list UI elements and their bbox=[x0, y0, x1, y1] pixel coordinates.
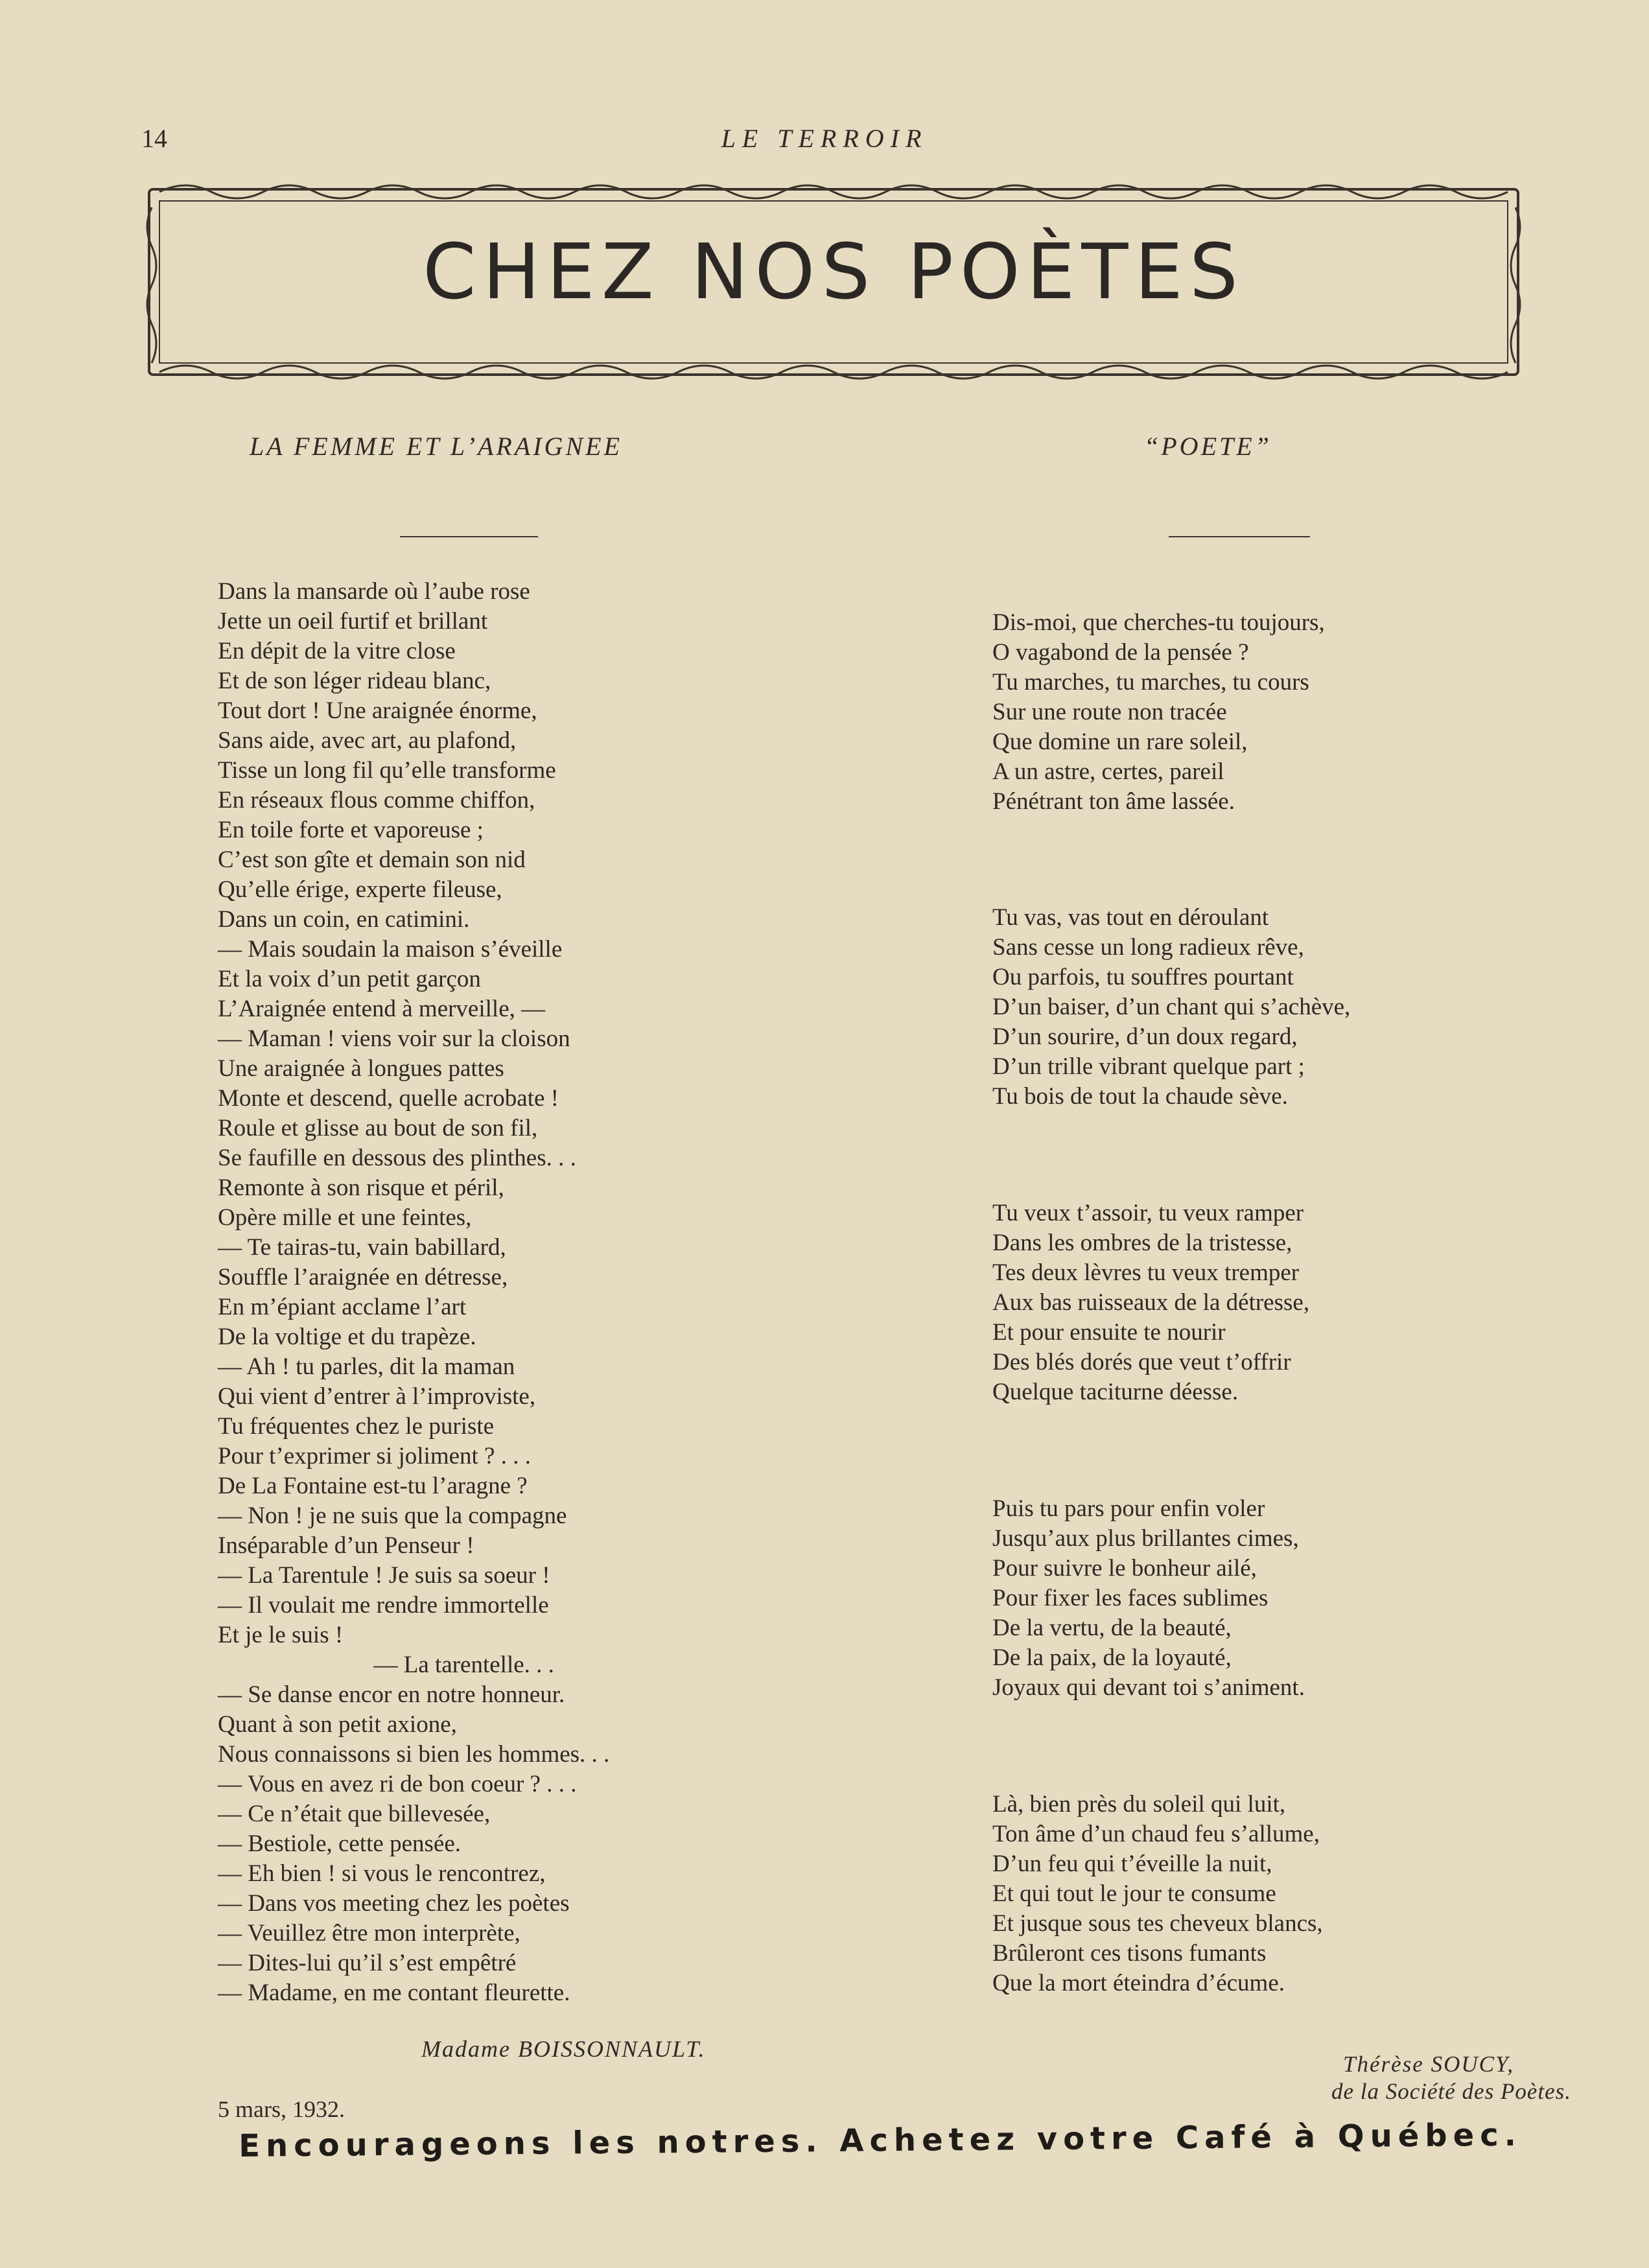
poem-line: Tisse un long fil qu’elle transforme bbox=[218, 757, 556, 784]
poem-line: Nous connaissons si bien les hommes. . . bbox=[218, 1741, 610, 1768]
poem-line: En dépit de la vitre close bbox=[218, 638, 456, 664]
page-number: 14 bbox=[141, 124, 167, 153]
poem-line: Sur une route non tracée bbox=[992, 699, 1227, 725]
poem-line: D’un baiser, d’un chant qui s’achève, bbox=[992, 994, 1351, 1020]
poem-line: — La tarentelle. . . bbox=[218, 1652, 554, 1678]
poem-line: De la paix, de la loyauté, bbox=[992, 1644, 1232, 1671]
poem-line: — Vous en avez ri de bon coeur ? . . . bbox=[218, 1771, 577, 1797]
poem-line: — Eh bien ! si vous le rencontrez, bbox=[218, 1860, 546, 1887]
poem-line: Que domine un rare soleil, bbox=[992, 729, 1248, 755]
right-stanza bbox=[992, 1790, 1323, 1998]
poem-line: Dans les ombres de la tristesse, bbox=[992, 1230, 1292, 1256]
poem-line: L’Araignée entend à merveille, — bbox=[218, 996, 546, 1022]
poem-line: Qui vient d’entrer à l’improviste, bbox=[218, 1383, 536, 1410]
right-author-affiliation: de la Société des Poètes. bbox=[1331, 2079, 1571, 2104]
poem-line: D’un feu qui t’éveille la nuit, bbox=[992, 1851, 1272, 1877]
right-stanza bbox=[992, 1494, 1305, 1703]
poem-line: Sans aide, avec art, au plafond, bbox=[218, 727, 517, 754]
section-title: CHEZ NOS POÈTES bbox=[423, 227, 1245, 316]
poem-line: Inséparable d’un Penseur ! bbox=[218, 1532, 474, 1559]
poem-line: Et de son léger rideau blanc, bbox=[218, 668, 491, 694]
poem-line: Pour suivre le bonheur ailé, bbox=[992, 1555, 1257, 1582]
date: 5 mars, 1932. bbox=[218, 2096, 345, 2122]
right-stanza bbox=[992, 1198, 1309, 1407]
poem-line: De La Fontaine est-tu l’aragne ? bbox=[218, 1473, 528, 1499]
poem-line: — Non ! je ne suis que la compagne bbox=[218, 1502, 567, 1529]
poem-line: Là, bien près du soleil qui luit, bbox=[992, 1791, 1286, 1818]
poem-line: Roule et glisse au bout de son fil, bbox=[218, 1115, 538, 1141]
poem-line: Dis-moi, que cherches-tu toujours, bbox=[992, 609, 1325, 636]
poem-line: Ou parfois, tu souffres pourtant bbox=[992, 964, 1294, 990]
running-head bbox=[0, 123, 1649, 162]
poem-line: — Dans vos meeting chez les poètes bbox=[218, 1890, 570, 1917]
poem-line: O vagabond de la pensée ? bbox=[992, 639, 1249, 666]
poem-line: Et pour ensuite te nourir bbox=[992, 1319, 1226, 1346]
poem-line: Jusqu’aux plus brillantes cimes, bbox=[992, 1525, 1299, 1552]
poem-line: En toile forte et vaporeuse ; bbox=[218, 817, 484, 843]
left-title-rule bbox=[400, 536, 538, 537]
poem-line: Quelque taciturne déesse. bbox=[992, 1379, 1239, 1405]
right-stanza bbox=[992, 903, 1350, 1112]
poem-line: Dans un coin, en catimini. bbox=[218, 906, 470, 933]
poem-line: — Maman ! viens voir sur la cloison bbox=[218, 1025, 570, 1052]
poem-line: Souffle l’araignée en détresse, bbox=[218, 1264, 508, 1291]
poem-line: A un astre, certes, pareil bbox=[992, 758, 1224, 785]
journal-title: LE TERROIR bbox=[721, 124, 928, 153]
poem-line: Tu vas, vas tout en déroulant bbox=[992, 904, 1269, 931]
poem-line: D’un sourire, d’un doux regard, bbox=[992, 1023, 1298, 1050]
poem-line: Jette un oeil furtif et brillant bbox=[218, 608, 488, 635]
footer-slogan: Encourageons les notres. Achetez votre Café à Québec. bbox=[239, 2116, 1523, 2164]
poem-line: — Ce n’était que billevesée, bbox=[218, 1801, 491, 1827]
poem-line: Aux bas ruisseaux de la détresse, bbox=[992, 1289, 1310, 1316]
poem-line: Remonte à son risque et péril, bbox=[218, 1175, 504, 1201]
poem-line: En m’épiant acclame l’art bbox=[218, 1294, 467, 1320]
poem-line: C’est son gîte et demain son nid bbox=[218, 847, 526, 873]
left-poem-title: LA FEMME ET L’ARAIGNEE bbox=[250, 432, 622, 461]
poem-line: Puis tu pars pour enfin voler bbox=[992, 1495, 1265, 1522]
poem-line: — Mais soudain la maison s’éveille bbox=[218, 936, 563, 963]
poem-line: — La Tarentule ! Je suis sa soeur ! bbox=[218, 1562, 550, 1589]
poem-line: Une araignée à longues pattes bbox=[218, 1055, 504, 1082]
poem-line: — Madame, en me contant fleurette. bbox=[218, 1980, 570, 2006]
poem-line: Tu fréquentes chez le puriste bbox=[218, 1413, 495, 1440]
poem-line: — Il voulait me rendre immortelle bbox=[218, 1592, 549, 1619]
poem-line: Pour fixer les faces sublimes bbox=[992, 1585, 1269, 1611]
poem-line: Que la mort éteindra d’écume. bbox=[992, 1970, 1285, 1996]
poem-line: Opère mille et une feintes, bbox=[218, 1204, 472, 1231]
poem-line: Dans la mansarde où l’aube rose bbox=[218, 578, 530, 605]
poem-line: Tu bois de tout la chaude sève. bbox=[992, 1083, 1288, 1110]
poem-line: Des blés dorés que veut t’offrir bbox=[992, 1349, 1291, 1375]
poem-line: Joyaux qui devant toi s’animent. bbox=[992, 1674, 1305, 1701]
right-stanza bbox=[992, 608, 1325, 817]
poem-line: — Te tairas-tu, vain babillard, bbox=[218, 1234, 506, 1261]
left-poem-body bbox=[218, 577, 609, 2008]
right-author: Thérèse SOUCY, bbox=[1343, 2052, 1514, 2077]
poem-line: Sans cesse un long radieux rêve, bbox=[992, 934, 1304, 961]
right-title-rule bbox=[1169, 536, 1310, 537]
poem-line: Brûleront ces tisons fumants bbox=[992, 1940, 1267, 1967]
poem-line: — Ah ! tu parles, dit la maman bbox=[218, 1353, 515, 1380]
poem-line: — Veuillez être mon interprète, bbox=[218, 1920, 520, 1947]
poem-line: Tu marches, tu marches, tu cours bbox=[992, 669, 1309, 696]
poem-line: Quant à son petit axione, bbox=[218, 1711, 457, 1738]
poem-line: D’un trille vibrant quelque part ; bbox=[992, 1053, 1305, 1080]
poem-line: — Bestiole, cette pensée. bbox=[218, 1830, 462, 1857]
poem-line: Se faufille en dessous des plinthes. . . bbox=[218, 1145, 576, 1171]
left-author: Madame BOISSONNAULT. bbox=[421, 2036, 706, 2062]
poem-line: De la vertu, de la beauté, bbox=[992, 1615, 1232, 1641]
poem-line: Pour t’exprimer si joliment ? . . . bbox=[218, 1443, 531, 1469]
poem-line: — Dites-lui qu’il s’est empêtré bbox=[218, 1950, 517, 1976]
poem-line: Qu’elle érige, experte fileuse, bbox=[218, 876, 502, 903]
poem-line: Monte et descend, quelle acrobate ! bbox=[218, 1085, 559, 1112]
poem-line: Et la voix d’un petit garçon bbox=[218, 966, 481, 992]
poem-line: Et jusque sous tes cheveux blancs, bbox=[992, 1910, 1323, 1937]
poem-line: — Se danse encor en notre honneur. bbox=[218, 1681, 565, 1708]
poem-line: Et qui tout le jour te consume bbox=[992, 1880, 1276, 1907]
poem-line: Ton âme d’un chaud feu s’allume, bbox=[992, 1821, 1320, 1847]
poem-line: Tout dort ! Une araignée énorme, bbox=[218, 697, 537, 724]
poem-line: De la voltige et du trapèze. bbox=[218, 1324, 476, 1350]
section-banner bbox=[141, 181, 1526, 382]
poem-line: Tes deux lèvres tu veux tremper bbox=[992, 1259, 1300, 1286]
poem-line: Pénétrant ton âme lassée. bbox=[992, 788, 1235, 815]
poem-line: Tu veux t’assoir, tu veux ramper bbox=[992, 1200, 1304, 1226]
poem-line: Et je le suis ! bbox=[218, 1622, 344, 1648]
poem-line: En réseaux flous comme chiffon, bbox=[218, 787, 535, 813]
right-poem-title: “POETE” bbox=[1144, 432, 1272, 461]
